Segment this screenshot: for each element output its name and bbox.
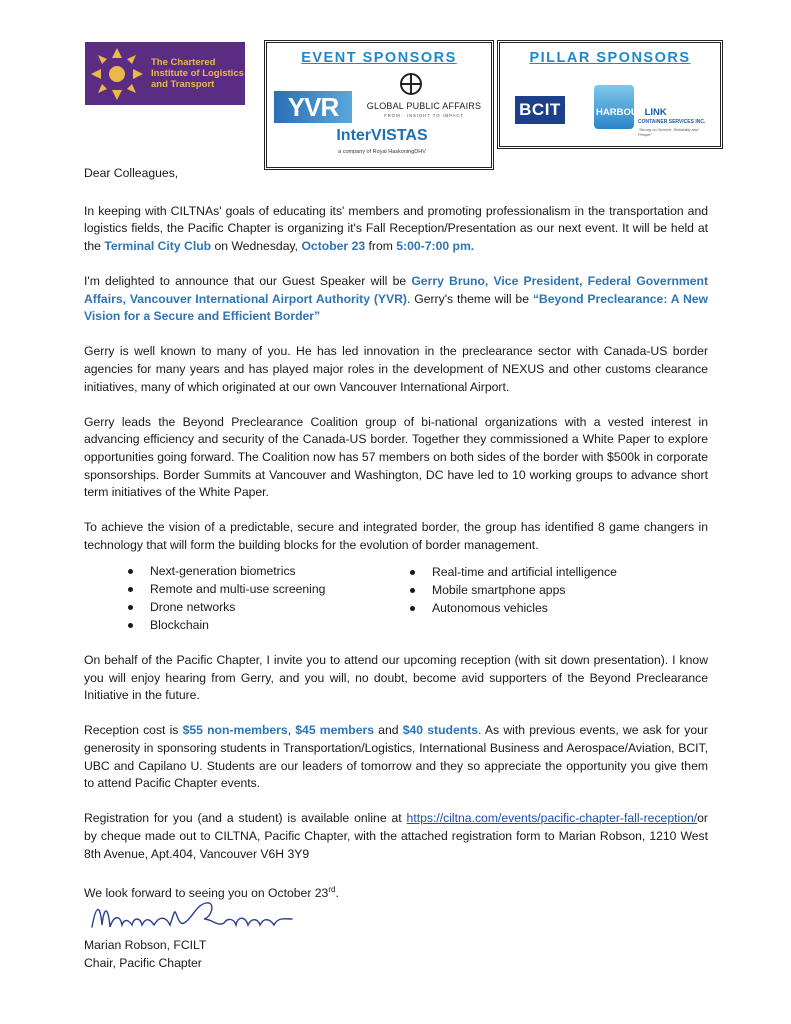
list-item: Real-time and artificial intelligence: [408, 563, 617, 581]
price-non-members: $55 non-members: [182, 723, 288, 738]
p2-text-b: . Gerry's theme will be: [407, 291, 533, 306]
p1-text-c: from: [365, 238, 397, 253]
game-changers-list: [84, 562, 708, 634]
list-item: Mobile smartphone apps: [408, 581, 617, 599]
link-word: LINK: [644, 107, 667, 118]
event-time: 5:00-7:00 pm.: [396, 238, 475, 253]
cilt-line1: The Chartered: [151, 57, 216, 68]
list-item: Next-generation biometrics: [126, 562, 408, 580]
list-item: Remote and multi-use screening: [126, 580, 408, 598]
harbour-link-name: [596, 107, 667, 118]
p8-text-a: Registration for you (and a student) is available online at: [84, 811, 407, 826]
handwritten-signature: [88, 897, 298, 937]
p2-text-a: I'm delighted to announce that our Guest Speaker will be: [84, 273, 412, 288]
paragraph-background: Gerry is well known to many of you. He has led innovation in the preclearance sector with Canada-US border agencies for many years and has played major roles in the development of NEXUS and other customs clearance initiatives, many of which originated at our own Vancouver International Airport.: [84, 344, 708, 394]
paragraph-coalition: Gerry leads the Beyond Preclearance Coalition group of bi-national organizations with a vested interest in advancing efficiency and security of the Canada-US border. Together they commissioned a White Paper to explore opportunities going forward. The Coalition now has 57 members on both sides of the border with $500k in corporate sponsorships. Border Summits at Vancouver and Washington, DC have led to 10 working groups to advance short term initiatives of the White Paper.: [84, 414, 708, 500]
p7-text-b: ,: [287, 723, 296, 738]
cilt-name: [151, 57, 244, 90]
cilt-compass-logo: [89, 46, 145, 102]
signature-block: [84, 937, 206, 972]
closing-suffix: rd: [328, 884, 336, 894]
gpa-logo-name: GLOBAL PUBLIC AFFAIRS: [366, 101, 482, 111]
event-sponsors-box: [264, 40, 494, 170]
closing-period: .: [335, 885, 339, 900]
p1-text-a: In keeping with CILTNAs' goals of educating its' members and promoting professionalism in the transportation and logistics fields, the Pacific Chapter is organizing it's Fall Reception/Presentation as our next event. It will be held at the: [84, 203, 708, 253]
harbour-word: HARBOUR: [596, 107, 645, 118]
p7-text-d: . As with previous events, we ask for your generosity in sponsoring students in Transportation/Logistics, International Business and Aerospace/Aviation, BCIT, UBC and Capilano U. Students are our leaders of tomorrow and they so appreciate the opportunity you give them to attend Pacific Chapter events.: [84, 723, 708, 791]
paragraph-invitation: On behalf of the Pacific Chapter, I invite you to attend our upcoming reception (with sit down presentation). I know you will enjoy hearing from Gerry, and you will, no doubt, become avid supporters of the Beyond Preclearance Initiative in the future.: [84, 653, 708, 703]
paragraph-cost: [84, 722, 708, 792]
intervistas-subtitle: a company of Royal HaskoningDHV: [338, 149, 426, 155]
paragraph-game-changers: To achieve the vision of a predictable, secure and integrated border, the group has identified 8 game changers in technology that will form the building blocks for the evolution of border management.: [84, 520, 708, 552]
pillar-sponsors-title: PILLAR SPONSORS: [529, 50, 691, 66]
price-members: $45 members: [295, 723, 374, 738]
bcit-logo: BCIT: [515, 96, 565, 124]
closing-text: We look forward to seeing you on October 23: [84, 885, 329, 900]
p1-text-b: on Wednesday,: [211, 238, 302, 253]
cilt-line3: and Transport: [151, 79, 215, 90]
p8-text-b: or by cheque made out to CILTNA, Pacific Chapter, with the attached registration form to Marian Robson, 1210 West 8th Avenue, Apt.404, Vancouver V6H 3Y9: [84, 811, 708, 861]
gpa-tagline: FROM · INSIGHT TO IMPACT: [384, 113, 464, 118]
list-item: Drone networks: [126, 598, 408, 616]
cilt-logo: [85, 42, 245, 105]
p7-text-a: Reception cost is: [84, 723, 183, 738]
harbour-link-logo: [594, 83, 712, 139]
harbour-link-tagline: "Strong on Service, Reliability and People": [638, 127, 699, 137]
letter-body: [84, 165, 708, 920]
event-sponsors-title: EVENT SPONSORS: [301, 50, 457, 66]
yvr-logo: YVR: [274, 91, 352, 123]
paragraph-event-details: [84, 203, 708, 256]
paragraph-registration: [84, 810, 708, 863]
registration-link[interactable]: https://ciltna.com/events/pacific-chapter-fall-reception/: [406, 811, 698, 826]
harbour-link-subtitle: CONTAINER SERVICES INC.: [638, 119, 706, 125]
paragraph-speaker: [84, 273, 708, 326]
signer-title: Chair, Pacific Chapter: [84, 955, 202, 970]
cilt-line2: Institute of Logistics: [151, 68, 244, 79]
bullet-column-left: [126, 562, 408, 634]
intervistas-logo: InterVISTAS: [336, 127, 428, 144]
pillar-sponsors-box: [497, 40, 723, 149]
bullet-column-right: [408, 563, 617, 634]
event-date: October 23: [301, 238, 366, 253]
theme: “Beyond Preclearance: A New Vision for a Secure and Efficient Border”: [84, 291, 709, 324]
globe-icon: [400, 73, 422, 95]
venue: Terminal City Club: [104, 238, 212, 253]
p7-text-c: and: [374, 723, 403, 738]
list-item: Blockchain: [126, 616, 408, 634]
price-students: $40 students: [402, 723, 479, 738]
signer-name: Marian Robson, FCILT: [84, 938, 207, 952]
list-item: Autonomous vehicles: [408, 599, 617, 617]
speaker: Gerry Bruno, Vice President, Federal Government Affairs, Vancouver International Airport Authority (YVR): [84, 273, 709, 306]
greeting: Dear Colleagues,: [84, 166, 179, 180]
